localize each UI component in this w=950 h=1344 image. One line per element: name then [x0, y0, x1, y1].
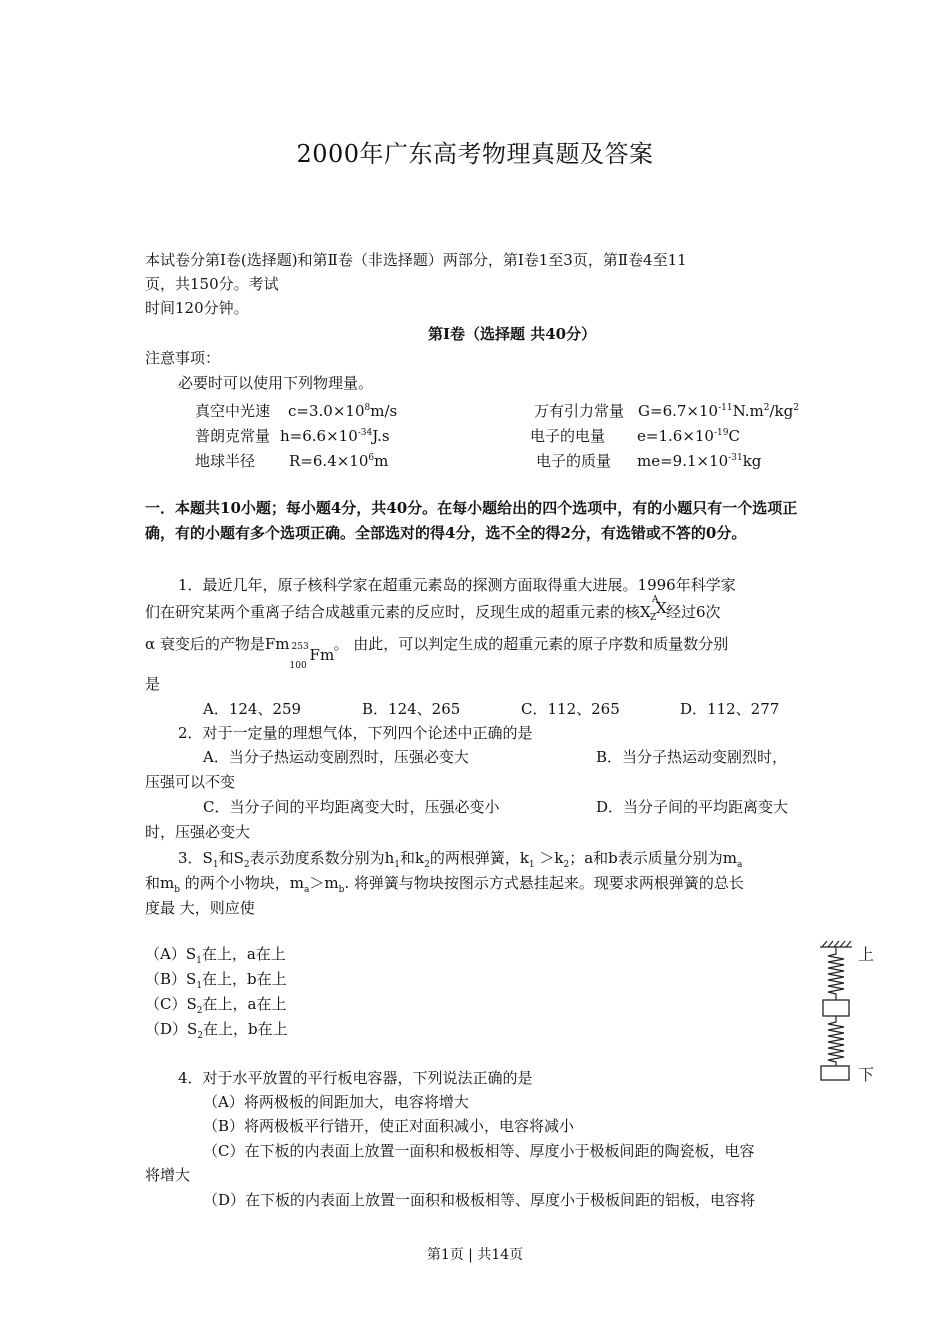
- constant-planck: 普朗克常量 $h=6.6\times 10^{-34}J.s$: [195, 427, 390, 445]
- section1-instructions: 一．本题共10小题；每小题4分，共40分。在每小题给出的四个选项中，有的小题只有一个选项正确，有的小题有多个选项正确。全部选对的得4分，选不全的得2分，有选错或不答的0分。: [145, 499, 798, 542]
- notice-heading: 注意事项：: [145, 349, 221, 367]
- q1-option-a: A．124、259: [203, 700, 302, 718]
- q3-option-b: $(B)S_1$在上，b在上: [145, 970, 287, 991]
- intro-line-1: 本试卷分第Ⅰ卷(选择题)和第Ⅱ卷（非选择题）两部分，第Ⅰ卷1至3页，第Ⅱ卷4至11: [145, 251, 687, 269]
- intro-line-2: 页，共150分。考试: [145, 275, 279, 293]
- q2-option-b-cont: 压强可以不变: [145, 773, 236, 791]
- q2-option-a: A．当分子热运动变剧烈时，压强必变大: [203, 748, 469, 766]
- q3-option-d: $(D)S_2$在上，b在上: [145, 1020, 288, 1041]
- block-lower: [821, 1066, 849, 1080]
- q4-option-c: （C）在下板的内表面上放置一面积和极板相等、厚度小于极板间距的陶瓷板，电容: [203, 1142, 755, 1160]
- q1-line-1: 1．最近几年，原子核科学家在超重元素岛的探测方面取得重大进展。1996年科学家: [178, 576, 736, 594]
- constant-gravitation: 万有引力常量 $G=6.7\times 10^{-11}N.m^2/kg^2$: [534, 402, 799, 420]
- constant-earth-radius: 地球半径 $R=6.4\times 10^6m$: [195, 452, 389, 470]
- q1-option-c: C．112、265: [521, 700, 620, 718]
- q1-option-b: B．124、265: [362, 700, 461, 718]
- part1-heading: 第Ⅰ卷（选择题 共40分）: [428, 325, 597, 343]
- document-title: 2000年广东高考物理真题及答案: [296, 140, 654, 168]
- notice-text: 必要时可以使用下列物理量。: [178, 374, 374, 392]
- spring-figure: [812, 938, 882, 1088]
- q4-option-b: （B）将两极板平行错开，使正对面积减小，电容将减小: [203, 1117, 575, 1135]
- page-footer: 第1页 | 共14页: [426, 1247, 524, 1263]
- q1-option-d: D．112、277: [680, 700, 780, 718]
- nuclide-x: X Z A X: [640, 595, 667, 623]
- q4-option-c-cont: 将增大: [145, 1166, 191, 1184]
- constant-electron-charge: 电子的电量 $e=1.6\times 10^{-19}C$: [530, 427, 740, 445]
- constant-electron-mass: 电子的质量 $me=9.1\times 10^{-31}kg$: [536, 452, 762, 470]
- q4-option-a: （A）将两极板的间距加大，电容将增大: [203, 1093, 469, 1111]
- block-upper: [823, 1000, 849, 1016]
- spring-lower: [828, 1016, 844, 1066]
- q3-option-a: $(A)S_1$在上，a在上: [145, 945, 286, 966]
- q4-option-d: （D）在下板的内表面上放置一面积和极板相等、厚度小于极板间距的铝板，电容将: [203, 1191, 756, 1209]
- q2-option-d-cont: 时，压强必变大: [145, 823, 251, 841]
- q3-line-2: 和$m_b$ 的两个小物块，$m_a>m_b$. 将弹簧与物块按图示方式悬挂起来。现要求两根弹簧的总长: [145, 874, 744, 895]
- intro-line-3: 时间120分钟。: [145, 299, 249, 317]
- spring-upper: [828, 947, 844, 1000]
- q4-stem: 4．对于水平放置的平行板电容器，下列说法正确的是: [178, 1069, 533, 1087]
- q1-line-2: 们在研究某两个重离子结合成越重元素的反应时，反现生成的超重元素的核X Z A X 经过6次: [145, 595, 721, 623]
- q1-line-4: 是: [145, 675, 161, 693]
- q3-line-1: 3．$S_1$和$S_2$表示劲度系数分别为$h_1$和$k_2$的两根弹簧，$k_1 >k_2$；a和b表示质量分别为$m_a$: [178, 849, 743, 870]
- q3-option-c: $(C)S_2$在上，a在上: [145, 995, 287, 1016]
- figure-label-bottom: 下: [858, 1065, 875, 1084]
- q2-option-c: C．当分子间的平均距离变大时，压强必变小: [203, 798, 500, 816]
- q2-option-b: B．当分子热运动变剧烈时，: [596, 748, 788, 766]
- q3-line-3: 度最 大，则应使: [145, 899, 255, 917]
- constant-light-speed: 真空中光速 $c=3.0\times 10^8m/s$: [195, 402, 398, 420]
- q2-stem: 2．对于一定量的理想气体，下列四个论述中正确的是: [178, 724, 533, 742]
- q2-option-d: D．当分子间的平均距离变大: [596, 798, 789, 816]
- figure-label-top: 上: [858, 945, 875, 964]
- q1-line-3: α 衰变后的产物是Fm 100 253 Fm 。 由此，可以判定生成的超重元素的原子序数和质量数分别: [145, 635, 729, 671]
- ceiling-hatch: [820, 941, 852, 947]
